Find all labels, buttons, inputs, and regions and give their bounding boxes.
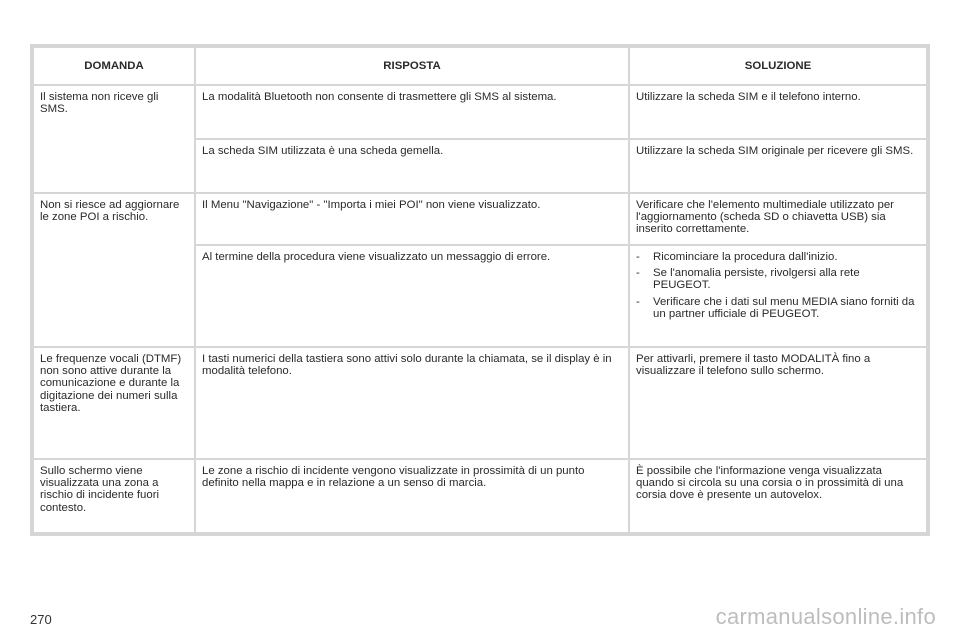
- watermark: carmanualsonline.info: [715, 604, 936, 629]
- table-row: [33, 193, 927, 245]
- header-row: [33, 47, 927, 85]
- table-row: [33, 347, 927, 459]
- faq-table-container: [30, 44, 930, 536]
- answer-cell: Il Menu "Navigazione" - "Importa i miei POI" non viene visualizzato.: [195, 193, 629, 245]
- header-question: DOMANDA: [33, 47, 195, 85]
- answer-cell: Le zone a rischio di incidente vengono visualizzate in prossimità di un punto definito nella mappa e in relazione a un senso di marcia.: [195, 459, 629, 533]
- solution-cell: [629, 245, 927, 347]
- list-item-text: Se l'anomalia persiste, rivolgersi alla rete PEUGEOT.: [653, 267, 860, 292]
- dash-marker: -: [636, 267, 640, 280]
- question-cell: Non si riesce ad aggiornare le zone POI a rischio.: [33, 193, 195, 347]
- header-answer: RISPOSTA: [195, 47, 629, 85]
- page-number: 270: [30, 612, 52, 627]
- solution-cell: Per attivarli, premere il tasto MODALITÀ fino a visualizzare il telefono sullo schermo.: [629, 347, 927, 459]
- question-cell: Le frequenze vocali (DTMF) non sono attive durante la comunicazione e durante la digitazione dei numeri sulla tastiera.: [33, 347, 195, 459]
- table-row: [33, 459, 927, 533]
- solution-cell: È possibile che l'informazione venga visualizzata quando si circola su una corsia o in prossimità di una corsia dove è presente un autovelox.: [629, 459, 927, 533]
- list-item: [636, 251, 920, 263]
- answer-cell: Al termine della procedura viene visualizzato un messaggio di errore.: [195, 245, 629, 347]
- list-item-text: Verificare che i dati sul menu MEDIA siano forniti da un partner ufficiale di PEUGEOT.: [653, 295, 915, 320]
- solution-list: [636, 251, 920, 320]
- faq-table: [32, 46, 928, 534]
- answer-cell: La scheda SIM utilizzata è una scheda gemella.: [195, 139, 629, 193]
- answer-cell: I tasti numerici della tastiera sono attivi solo durante la chiamata, se il display è in modalità telefono.: [195, 347, 629, 459]
- dash-marker: -: [636, 295, 640, 308]
- table-row: [33, 85, 927, 139]
- header-solution: SOLUZIONE: [629, 47, 927, 85]
- answer-cell: La modalità Bluetooth non consente di trasmettere gli SMS al sistema.: [195, 85, 629, 139]
- list-item: [636, 267, 920, 291]
- question-cell: Il sistema non riceve gli SMS.: [33, 85, 195, 193]
- question-cell: Sullo schermo viene visualizzata una zona a rischio di incidente fuori contesto.: [33, 459, 195, 533]
- solution-cell: Verificare che l'elemento multimediale utilizzato per l'aggiornamento (scheda SD o chiavetta USB) sia inserito correttamente.: [629, 193, 927, 245]
- dash-marker: -: [636, 251, 640, 263]
- solution-cell: Utilizzare la scheda SIM e il telefono interno.: [629, 85, 927, 139]
- solution-cell: Utilizzare la scheda SIM originale per ricevere gli SMS.: [629, 139, 927, 193]
- list-item-text: Ricominciare la procedura dall'inizio.: [653, 251, 838, 263]
- list-item: [636, 296, 920, 320]
